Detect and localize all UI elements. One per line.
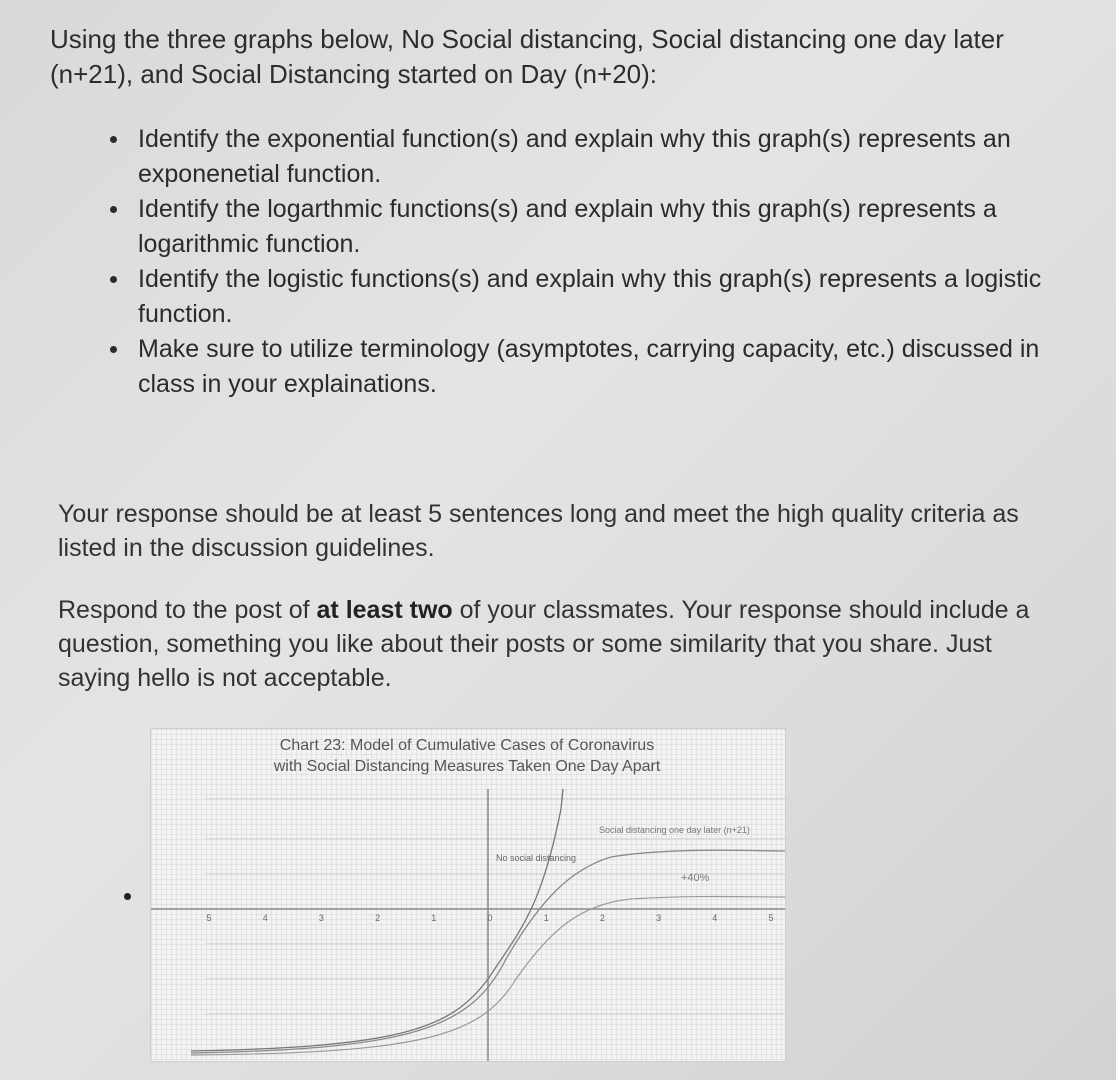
bullet-dot-icon [110,206,117,213]
chart-x-tick-label: 5 [206,913,212,923]
classmates-text-before: Respond to the post of [58,596,317,624]
chart-x-tick-label: 3 [318,913,324,923]
chart-x-tick-label: 5 [768,913,774,923]
chart-x-tick-label: 1 [431,913,437,923]
chart-x-tick-label: 2 [375,913,381,923]
label-no-social-distancing: No social distancing [496,853,577,863]
bullet-logistic [100,262,1060,332]
chart-x-tick-label: 2 [599,913,605,923]
label-social-distancing-later: Social distancing one day later (n+21) [599,825,750,835]
chart-x-tick-label: 4 [712,913,718,923]
cumulative-cases-chart [150,728,786,1062]
bullet-logarithmic [100,192,1060,262]
label-percent: +40% [681,872,710,884]
chart-grid-background [151,729,785,1061]
bullet-text: Identify the exponential function(s) and explain why this graph(s) represents an exponenetial function. [138,125,1011,188]
chart-title-line-2: with Social Distancing Measures Taken One Day Apart [273,758,661,775]
bullet-text: Identify the logarthmic functions(s) and explain why this graph(s) represents a logarithmic function. [138,195,997,258]
chart-svg [151,729,785,1061]
chart-x-tick-label: 1 [543,913,549,923]
bullet-text: Make sure to utilize terminology (asymptotes, carrying capacity, etc.) discussed in class in your explainations. [138,335,1040,398]
bullet-terminology [100,332,1060,402]
chart-x-tick-label: 3 [656,913,662,923]
classmates-text-after: of your classmates. Your response should include a question, something you like about their posts or some similarity that you share. Just saying hello is not acceptable. [58,596,1030,692]
bullet-text: Identify the logistic functions(s) and explain why this graph(s) represents a logistic function. [138,265,1042,328]
response-length-paragraph: Your response should be at least 5 sentences long and meet the high quality criteria as listed in the discussion guidelines. [58,500,1019,562]
intro-text: Using the three graphs below, No Social distancing, Social distancing one day later (n+21), and Social Distancing started on Day (n+20): [50,24,1004,89]
classmates-text-bold: at least two [316,596,453,624]
chart-x-tick-label: 4 [262,913,268,923]
bullet-dot-icon [110,276,117,283]
bullet-exponential [100,122,1060,192]
chart-title-line-1: Chart 23: Model of Cumulative Cases of Coronavirus [279,737,655,754]
bullet-dot-icon [110,136,117,143]
classmates-paragraph [58,593,1058,695]
instruction-list [100,122,1060,402]
stray-bullet-icon [124,893,131,900]
bullet-dot-icon [110,346,117,353]
chart-title [237,735,697,777]
chart-x-tick-label: 0 [487,913,493,923]
